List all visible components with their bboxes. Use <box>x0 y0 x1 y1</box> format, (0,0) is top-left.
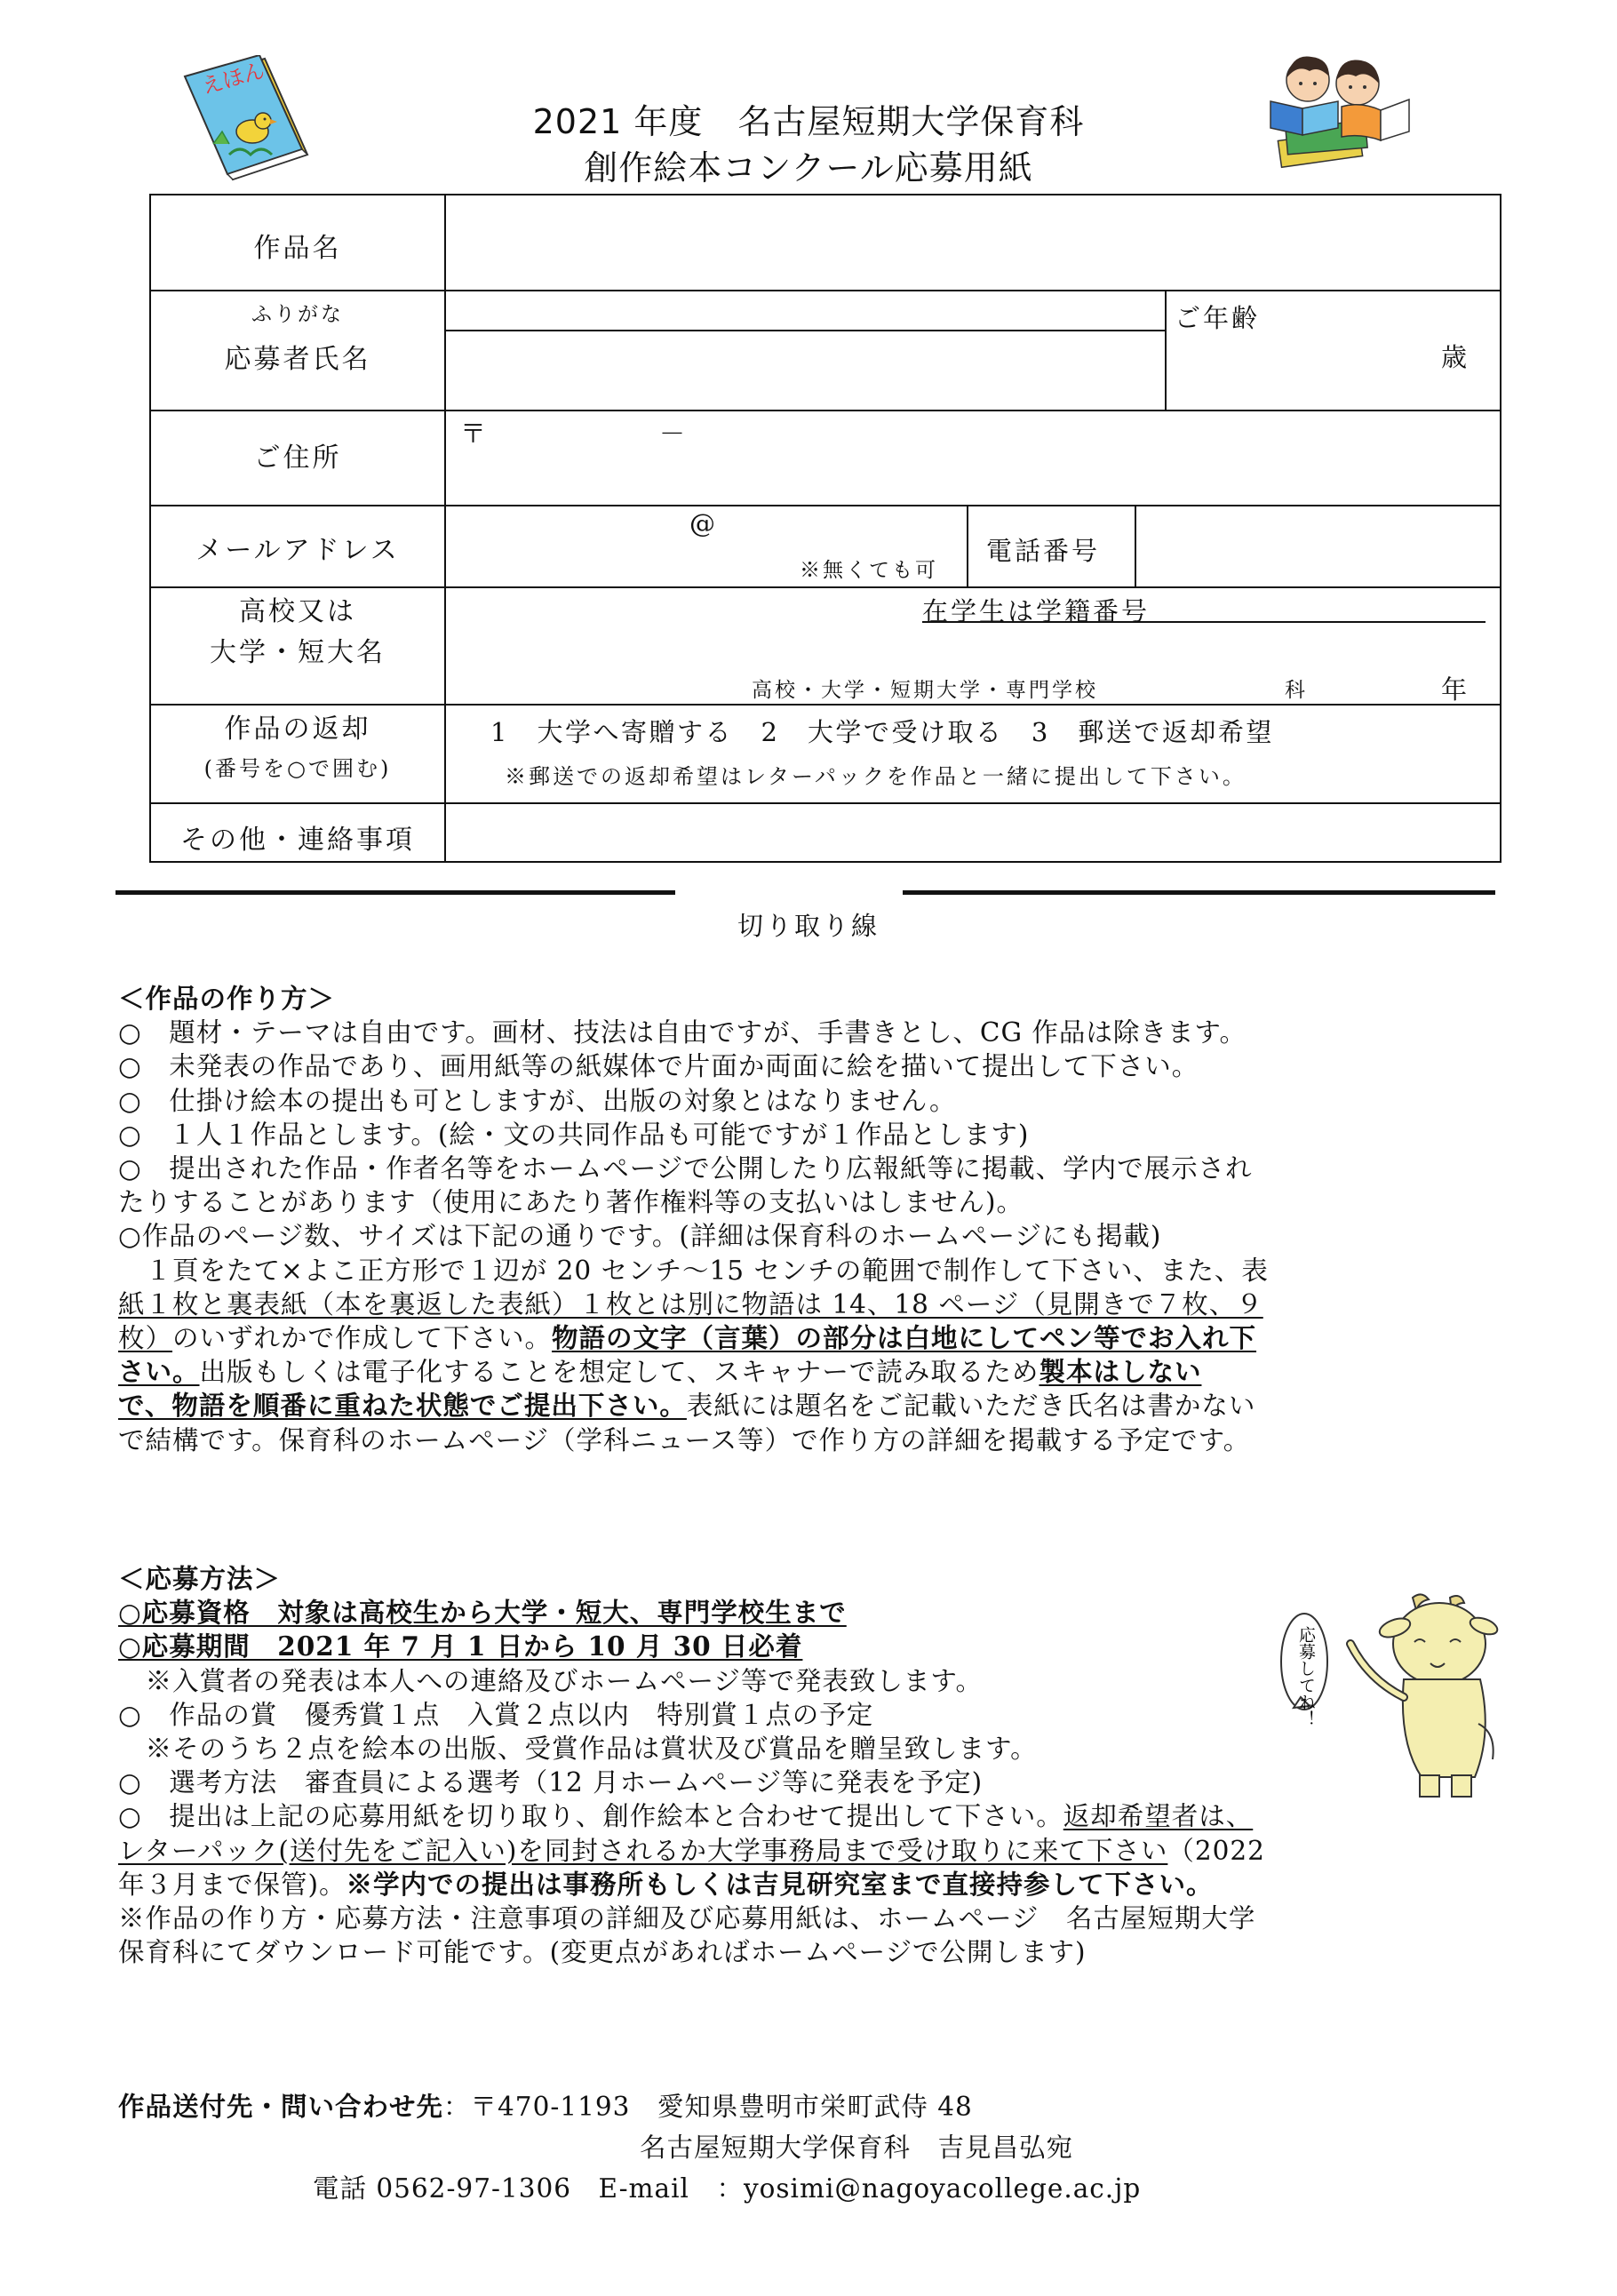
making-line: ○ １人１作品とします。(絵・文の共同作品も可能ですが１作品とします) <box>118 1119 1030 1150</box>
student-no-label: 在学生は学籍番号 <box>922 596 1151 626</box>
making-line: たりすることがあります（使用にあたり著作権料等の支払いはしません)。 <box>118 1187 1024 1218</box>
form-row-divider <box>151 410 1500 411</box>
making-line: ○ 題材・テーマは自由です。画材、技法は自由ですが、手書きとし、CG 作品は除きます。 <box>118 1017 1247 1048</box>
age-unit: 歳 <box>1441 342 1470 372</box>
email-field[interactable] <box>448 506 963 551</box>
apply-line: ○ 選考方法 審査員による選考（12 月ホームページ等に発表を予定) <box>118 1767 984 1798</box>
contact-line <box>118 2086 973 2124</box>
page-title: 2021 年度 名古屋短期大学保育科 <box>532 102 1085 141</box>
apply-eligibility: ○応募資格 対象は高校生から大学・短大、専門学校生まで <box>118 1597 847 1629</box>
making-line: ○ 仕掛け絵本の提出も可としますが、出版の対象とはなりません。 <box>118 1085 957 1116</box>
school-field[interactable] <box>448 626 1496 668</box>
apply-line: 保育科にてダウンロード可能です。(変更点があればホームページで公開します) <box>118 1937 1087 1968</box>
school-label: 高校又は <box>239 596 356 627</box>
title-label: 作品名 <box>253 233 342 264</box>
contact-label: 作品送付先・問い合わせ先 <box>118 2092 444 2122</box>
return-options[interactable]: 1 大学へ寄贈する 2 大学で受け取る 3 郵送で返却希望 <box>490 717 1274 747</box>
making-line: ○作品のページ数、サイズは下記の通りです。(詳細は保育科のホームページにも掲載) <box>118 1221 1162 1252</box>
making-line <box>118 1389 1504 1423</box>
other-field[interactable] <box>448 805 1500 861</box>
making-text: のいずれかで作成して下さい。 <box>172 1323 553 1354</box>
return-sublabel: (番号を○で囲む) <box>203 756 392 781</box>
apply-text: ○ 提出は上記の応募用紙を切り取り、創作絵本と合わせて提出して下さい。 <box>118 1801 1063 1832</box>
apply-text: 返却希望者は、 <box>1063 1801 1254 1832</box>
making-emphasis: 物語の文字（言葉）の部分は白地にしてペン等でお入れ下 <box>552 1322 1257 1354</box>
apply-period: ○応募期間 2021 年 7 月 1 日から 10 月 30 日必着 <box>118 1630 803 1662</box>
making-text: 枚） <box>118 1323 173 1354</box>
page-subtitle: 創作絵本コンクール応募用紙 <box>584 148 1033 187</box>
email-note: ※無くても可 <box>800 559 938 582</box>
phone-divider <box>967 505 968 586</box>
age-label: ご年齢 <box>1175 303 1261 333</box>
email-at: @ <box>689 508 718 538</box>
address-label: ご住所 <box>253 442 342 474</box>
making-text: 表紙には題名をご記載いただき氏名は書かない <box>686 1391 1256 1422</box>
age-divider <box>1165 290 1167 410</box>
phone-label: 電話番号 <box>986 536 1101 566</box>
school-label-2: 大学・短大名 <box>210 637 386 668</box>
book-cover-text: えほん <box>198 58 267 100</box>
apply-text: 年３月まで保管)。 <box>118 1869 346 1900</box>
making-section <box>118 982 1504 1457</box>
form-row-divider <box>151 586 1500 588</box>
apply-emphasis: ※学内での提出は事務所もしくは吉見研究室まで直接持参して下さい。 <box>346 1868 1214 1900</box>
furigana-field[interactable] <box>446 291 1164 330</box>
making-text: 出版もしくは電子化することを想定して、スキャナーで読み取るため <box>199 1357 1040 1388</box>
phone-divider <box>1135 505 1136 586</box>
making-line: で結構です。保育科のホームページ（学科ニュース等）で作り方の詳細を掲載する予定です。 <box>118 1424 1251 1455</box>
making-line <box>118 1355 1504 1389</box>
apply-text: （2022 <box>1167 1835 1265 1866</box>
contact-address: 〒470-1193 愛知県豊明市栄町武侍 48 <box>470 2092 973 2122</box>
goat-mascot-illustration <box>1262 1590 1502 1813</box>
apply-line <box>118 1834 1504 1868</box>
making-line: ○ 未発表の作品であり、画用紙等の紙媒体で片面か両面に絵を描いて提出して下さい。 <box>118 1051 1199 1082</box>
apply-line: ※作品の作り方・応募方法・注意事項の詳細及び応募用紙は、ホームページ 名古屋短期大学 <box>118 1903 1256 1934</box>
making-line <box>118 1321 1504 1355</box>
other-label: その他・連絡事項 <box>180 825 415 856</box>
making-line: ○ 提出された作品・作者名等をホームページで公開したり広報紙等に掲載、学内で展示され <box>118 1153 1253 1184</box>
email-label: メールアドレス <box>195 535 400 566</box>
furigana-label: ふりがな <box>251 303 344 326</box>
name-label: 応募者氏名 <box>224 344 371 375</box>
postal-dash: － <box>659 419 689 449</box>
title-field[interactable] <box>446 195 1500 290</box>
making-line: 紙１枚と裏表紙（本を裏返した表紙）１枚とは別に物語は 14、18 ページ（見開きで７枚、９ <box>118 1288 1263 1319</box>
apply-line: ※そのうち２点を絵本の出版、受賞作品は賞状及び賞品を贈呈致します。 <box>118 1734 1038 1765</box>
contact-sep: ： <box>443 2092 471 2122</box>
making-line: １頁をたて×よこ正方形で１辺が 20 センチ～15 センチの範囲で制作して下さい、また、表 <box>118 1255 1269 1286</box>
name-field[interactable] <box>446 331 1164 410</box>
making-emphasis: さい。 <box>118 1356 200 1388</box>
form-row-divider <box>151 704 1500 706</box>
return-note: ※郵送での返却希望はレターパックを作品と一緒に提出して下さい。 <box>505 764 1247 789</box>
cut-line-label: 切り取り線 <box>737 911 880 941</box>
application-form <box>149 194 1502 863</box>
making-emphasis: 製本はしない <box>1039 1356 1202 1388</box>
phone-field[interactable] <box>1137 506 1500 586</box>
address-field[interactable] <box>506 416 1493 500</box>
cut-line-right <box>903 890 1495 895</box>
making-heading: ＜作品の作り方＞ <box>118 984 336 1014</box>
making-emphasis: で、物語を順番に重ねた状態でご提出下さい。 <box>118 1390 687 1422</box>
contact-org: 名古屋短期大学保育科 吉見昌弘宛 <box>640 2133 1074 2163</box>
apply-heading: ＜応募方法＞ <box>118 1564 282 1594</box>
apply-line: ○ 作品の賞 優秀賞１点 入賞２点以内 特別賞１点の予定 <box>118 1699 874 1730</box>
contact-tel: 電話 0562-97-1306 E-mail ：yosimi@nagoyacollege.ac.jp <box>313 2173 1142 2204</box>
postal-mark: 〒 <box>460 419 490 449</box>
year-unit: 年 <box>1441 674 1470 705</box>
school-types: 高校・大学・短期大学・専門学校 <box>752 679 1098 702</box>
return-label: 作品の返却 <box>224 714 371 745</box>
dept-unit: 科 <box>1285 679 1308 702</box>
form-row-divider <box>151 802 1500 804</box>
apply-line: ※入賞者の発表は本人への連絡及びホームページ等で発表致します。 <box>118 1665 984 1696</box>
apply-line <box>118 1868 1504 1901</box>
cut-line-left <box>116 890 675 895</box>
bubble-text: 応募してね！ <box>1296 1626 1316 1727</box>
apply-text: レターパック(送付先をご記入い)を同封されるか大学事務局まで受け取りに来て下さい <box>118 1835 1168 1866</box>
